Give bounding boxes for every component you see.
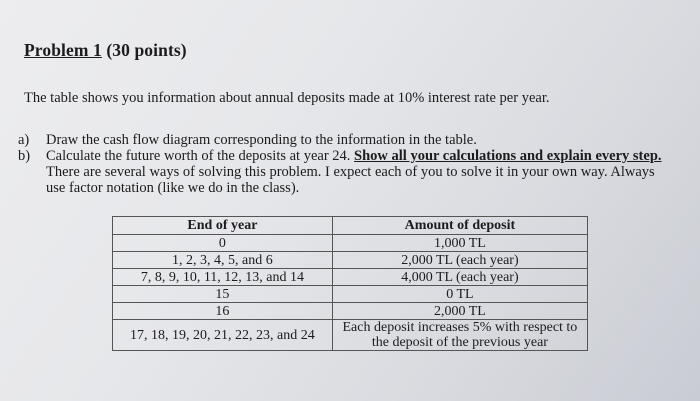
amount-cell: Each deposit increases 5% with respect to the deposit of the previous year — [332, 320, 587, 351]
year-cell: 17, 18, 19, 20, 21, 22, 23, and 24 — [113, 320, 333, 351]
table-header-row — [113, 217, 588, 235]
question-b-line-1-emphasis: Show all your calculations and explain every step. — [354, 148, 662, 164]
table-row — [113, 252, 588, 269]
question-b-line-1-plain: Calculate the future worth of the deposits at year 24. — [46, 148, 351, 164]
year-cell: 7, 8, 9, 10, 11, 12, 13, and 14 — [113, 269, 333, 286]
table-row — [113, 269, 588, 286]
amount-cell: 2,000 TL — [332, 303, 587, 320]
year-cell: 1, 2, 3, 4, 5, and 6 — [113, 252, 333, 269]
amount-cell: 1,000 TL — [332, 235, 587, 252]
table-row — [113, 286, 588, 303]
problem-intro: The table shows you information about annual deposits made at 10% interest rate per year. — [24, 90, 550, 106]
year-cell: 15 — [113, 286, 333, 303]
question-b-line-3: use factor notation (like we do in the class). — [46, 180, 300, 196]
year-cell: 0 — [113, 235, 333, 252]
amount-cell: 2,000 TL (each year) — [332, 252, 587, 269]
table-row — [113, 320, 588, 351]
deposit-table — [112, 216, 588, 351]
question-b-marker: b) — [18, 148, 31, 164]
problem-title-label: Problem 1 — [24, 40, 102, 60]
question-b-line-2: There are several ways of solving this problem. I expect each of you to solve it in your own way. Always — [46, 164, 655, 180]
amount-cell: 0 TL — [332, 286, 587, 303]
header-end-of-year: End of year — [113, 217, 333, 235]
table-row — [113, 303, 588, 320]
header-amount-of-deposit: Amount of deposit — [332, 217, 587, 235]
question-a-marker: a) — [18, 132, 30, 148]
table-row — [113, 235, 588, 252]
problem-points: (30 points) — [106, 40, 187, 60]
year-cell: 16 — [113, 303, 333, 320]
amount-cell: 4,000 TL (each year) — [332, 269, 587, 286]
question-b-line-1 — [46, 148, 662, 164]
problem-title — [24, 40, 187, 61]
question-a-text: Draw the cash flow diagram corresponding to the information in the table. — [46, 132, 477, 148]
